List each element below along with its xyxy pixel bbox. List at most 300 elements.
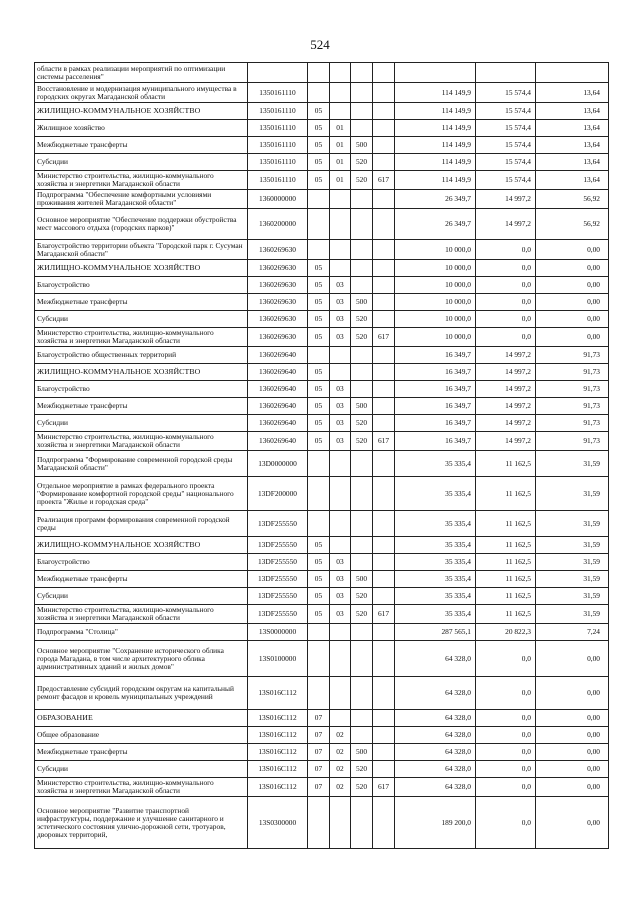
row-percent: 7,24 (536, 624, 609, 641)
row-subsection: 02 (330, 778, 351, 797)
row-planned: 35 335,4 (395, 554, 476, 571)
row-subsection: 01 (330, 171, 351, 190)
row-ministry-code (373, 154, 395, 171)
row-section: 05 (308, 328, 330, 347)
row-subsection (330, 190, 351, 209)
row-planned: 35 335,4 (395, 605, 476, 624)
row-expense-type: 520 (351, 432, 373, 451)
table-row (35, 277, 609, 294)
row-expense-type: 520 (351, 588, 373, 605)
row-name: Межбюджетные трансферты (35, 744, 248, 761)
row-code: 1360269630 (248, 311, 308, 328)
row-subsection (330, 240, 351, 260)
row-expense-type: 500 (351, 398, 373, 415)
row-ministry-code (373, 83, 395, 103)
row-subsection: 03 (330, 277, 351, 294)
row-planned: 64 328,0 (395, 761, 476, 778)
row-expense-type (351, 190, 373, 209)
row-ministry-code (373, 347, 395, 364)
row-section (308, 677, 330, 710)
row-ministry-code (373, 364, 395, 381)
row-section: 05 (308, 415, 330, 432)
row-name: ОБРАЗОВАНИЕ (35, 710, 248, 727)
row-subsection: 02 (330, 727, 351, 744)
row-subsection (330, 641, 351, 677)
row-section (308, 347, 330, 364)
row-planned: 35 335,4 (395, 451, 476, 477)
table-row (35, 605, 609, 624)
row-name: Субсидии (35, 154, 248, 171)
row-executed: 20 822,3 (476, 624, 536, 641)
row-subsection (330, 797, 351, 849)
row-executed: 0,0 (476, 277, 536, 294)
row-planned: 114 149,9 (395, 83, 476, 103)
row-subsection: 02 (330, 744, 351, 761)
row-name: Благоустройство общественных территорий (35, 347, 248, 364)
row-name: Реализация программ формирования современной городской среды (35, 511, 248, 537)
row-executed: 0,0 (476, 260, 536, 277)
row-percent: 56,92 (536, 209, 609, 240)
row-ministry-code (373, 311, 395, 328)
row-percent: 0,00 (536, 744, 609, 761)
row-ministry-code (373, 761, 395, 778)
row-planned: 64 328,0 (395, 727, 476, 744)
row-name: ЖИЛИЩНО-КОММУНАЛЬНОЕ ХОЗЯЙСТВО (35, 364, 248, 381)
row-section (308, 511, 330, 537)
row-executed: 11 162,5 (476, 537, 536, 554)
row-ministry-code (373, 624, 395, 641)
row-executed: 14 997,2 (476, 398, 536, 415)
row-subsection (330, 677, 351, 710)
row-name: Подпрограмма "Столица" (35, 624, 248, 641)
budget-table (34, 62, 609, 849)
row-code: 1360200000 (248, 209, 308, 240)
row-code: 13DF255550 (248, 588, 308, 605)
row-code: 13DF255550 (248, 511, 308, 537)
row-code: 13D0000000 (248, 451, 308, 477)
row-expense-type: 520 (351, 171, 373, 190)
row-percent: 0,00 (536, 328, 609, 347)
row-name: Субсидии (35, 761, 248, 778)
row-expense-type (351, 364, 373, 381)
table-row (35, 154, 609, 171)
row-planned: 287 565,1 (395, 624, 476, 641)
row-ministry-code (373, 63, 395, 83)
row-section: 05 (308, 311, 330, 328)
row-subsection (330, 624, 351, 641)
row-expense-type (351, 260, 373, 277)
row-section: 07 (308, 761, 330, 778)
table-row (35, 120, 609, 137)
row-name: Субсидии (35, 415, 248, 432)
row-code: 1350161110 (248, 103, 308, 120)
table-row (35, 364, 609, 381)
row-executed: 11 162,5 (476, 554, 536, 571)
table-body (35, 63, 609, 849)
row-name: Межбюджетные трансферты (35, 398, 248, 415)
row-name: Предоставление субсидий городским округам на капитальный ремонт фасадов и кровель муниципальных учреждений (35, 677, 248, 710)
row-ministry-code (373, 744, 395, 761)
row-planned: 64 328,0 (395, 641, 476, 677)
row-executed: 14 997,2 (476, 347, 536, 364)
table-row (35, 240, 609, 260)
row-planned: 10 000,0 (395, 240, 476, 260)
row-expense-type (351, 477, 373, 511)
row-planned: 114 149,9 (395, 154, 476, 171)
row-ministry-code (373, 641, 395, 677)
row-percent: 91,73 (536, 364, 609, 381)
row-ministry-code (373, 381, 395, 398)
row-planned: 114 149,9 (395, 120, 476, 137)
row-executed: 11 162,5 (476, 511, 536, 537)
row-percent: 0,00 (536, 797, 609, 849)
row-code: 13S016C112 (248, 710, 308, 727)
row-planned: 35 335,4 (395, 477, 476, 511)
table-row (35, 727, 609, 744)
row-subsection: 03 (330, 294, 351, 311)
row-code: 1360269630 (248, 277, 308, 294)
row-percent: 0,00 (536, 677, 609, 710)
row-percent: 91,73 (536, 347, 609, 364)
row-expense-type (351, 511, 373, 537)
row-expense-type (351, 83, 373, 103)
row-executed: 15 574,4 (476, 137, 536, 154)
row-expense-type: 500 (351, 571, 373, 588)
row-planned: 114 149,9 (395, 103, 476, 120)
row-name: Благоустройство (35, 277, 248, 294)
table-row (35, 311, 609, 328)
row-ministry-code (373, 103, 395, 120)
table-row (35, 328, 609, 347)
row-executed: 11 162,5 (476, 477, 536, 511)
row-executed: 15 574,4 (476, 120, 536, 137)
row-section: 05 (308, 398, 330, 415)
row-subsection: 03 (330, 605, 351, 624)
row-name: Подпрограмма "Формирование современной городской среды Магаданской области" (35, 451, 248, 477)
table-row (35, 797, 609, 849)
row-ministry-code: 617 (373, 328, 395, 347)
row-executed: 15 574,4 (476, 154, 536, 171)
row-code: 1360269640 (248, 381, 308, 398)
row-percent: 91,73 (536, 415, 609, 432)
row-code: 13S016C112 (248, 761, 308, 778)
row-percent: 31,59 (536, 477, 609, 511)
row-ministry-code (373, 451, 395, 477)
row-planned: 35 335,4 (395, 588, 476, 605)
row-executed: 0,0 (476, 328, 536, 347)
table-row (35, 381, 609, 398)
row-section (308, 797, 330, 849)
row-name: Субсидии (35, 311, 248, 328)
row-expense-type: 500 (351, 294, 373, 311)
row-expense-type: 520 (351, 605, 373, 624)
row-percent: 0,00 (536, 277, 609, 294)
row-executed: 0,0 (476, 294, 536, 311)
row-subsection: 03 (330, 554, 351, 571)
row-executed: 0,0 (476, 677, 536, 710)
row-code: 1360269640 (248, 347, 308, 364)
row-executed: 0,0 (476, 710, 536, 727)
row-section: 05 (308, 120, 330, 137)
row-code: 13DF255550 (248, 571, 308, 588)
row-expense-type: 500 (351, 744, 373, 761)
row-ministry-code (373, 240, 395, 260)
row-code: 1360269630 (248, 294, 308, 311)
row-ministry-code (373, 209, 395, 240)
row-subsection: 03 (330, 571, 351, 588)
row-planned: 16 349,7 (395, 381, 476, 398)
row-code (248, 63, 308, 83)
row-expense-type (351, 209, 373, 240)
row-planned: 10 000,0 (395, 294, 476, 311)
row-ministry-code (373, 260, 395, 277)
row-name: области в рамках реализации мероприятий по оптимизации системы расселения" (35, 63, 248, 83)
row-executed: 0,0 (476, 641, 536, 677)
table-row (35, 624, 609, 641)
row-percent: 91,73 (536, 432, 609, 451)
row-subsection: 02 (330, 761, 351, 778)
table-row (35, 347, 609, 364)
row-percent: 0,00 (536, 240, 609, 260)
row-expense-type (351, 624, 373, 641)
row-executed: 14 997,2 (476, 415, 536, 432)
row-percent: 0,00 (536, 727, 609, 744)
row-name: Восстановление и модернизация муниципального имущества в городских округах Магаданской области (35, 83, 248, 103)
row-section (308, 477, 330, 511)
table-row (35, 260, 609, 277)
row-code: 1360269640 (248, 398, 308, 415)
row-percent: 13,64 (536, 83, 609, 103)
row-planned: 35 335,4 (395, 537, 476, 554)
row-percent: 13,64 (536, 154, 609, 171)
table-row (35, 415, 609, 432)
row-percent: 0,00 (536, 311, 609, 328)
row-ministry-code (373, 554, 395, 571)
row-subsection: 01 (330, 154, 351, 171)
row-name: Министерство строительства, жилищно-коммунального хозяйства и энергетики Магаданской области (35, 328, 248, 347)
row-section: 05 (308, 554, 330, 571)
row-expense-type (351, 710, 373, 727)
row-expense-type: 520 (351, 328, 373, 347)
row-planned: 64 328,0 (395, 710, 476, 727)
row-subsection (330, 710, 351, 727)
row-executed: 15 574,4 (476, 103, 536, 120)
row-ministry-code (373, 537, 395, 554)
row-planned: 35 335,4 (395, 571, 476, 588)
row-expense-type (351, 537, 373, 554)
row-code: 13S016C112 (248, 727, 308, 744)
row-section: 05 (308, 364, 330, 381)
page-number: 524 (310, 37, 330, 52)
row-section: 05 (308, 137, 330, 154)
table-row (35, 294, 609, 311)
row-section: 07 (308, 744, 330, 761)
row-percent: 56,92 (536, 190, 609, 209)
row-name: Министерство строительства, жилищно-коммунального хозяйства и энергетики Магаданской области (35, 432, 248, 451)
row-code: 13S0100000 (248, 641, 308, 677)
row-expense-type: 520 (351, 761, 373, 778)
row-ministry-code (373, 294, 395, 311)
row-ministry-code (373, 727, 395, 744)
row-executed: 14 997,2 (476, 190, 536, 209)
row-subsection: 01 (330, 120, 351, 137)
row-planned: 10 000,0 (395, 311, 476, 328)
row-section: 05 (308, 537, 330, 554)
row-name: ЖИЛИЩНО-КОММУНАЛЬНОЕ ХОЗЯЙСТВО (35, 537, 248, 554)
table-row (35, 477, 609, 511)
row-section (308, 190, 330, 209)
row-code: 13DF255550 (248, 554, 308, 571)
row-section: 07 (308, 778, 330, 797)
row-executed: 11 162,5 (476, 571, 536, 588)
row-ministry-code (373, 477, 395, 511)
row-name: ЖИЛИЩНО-КОММУНАЛЬНОЕ ХОЗЯЙСТВО (35, 260, 248, 277)
row-name: Субсидии (35, 588, 248, 605)
row-planned: 64 328,0 (395, 744, 476, 761)
row-ministry-code: 617 (373, 605, 395, 624)
row-section: 05 (308, 103, 330, 120)
row-ministry-code: 617 (373, 171, 395, 190)
row-expense-type: 500 (351, 137, 373, 154)
row-executed: 15 574,4 (476, 171, 536, 190)
row-section: 07 (308, 727, 330, 744)
row-expense-type: 520 (351, 311, 373, 328)
row-subsection (330, 83, 351, 103)
row-expense-type (351, 641, 373, 677)
row-planned: 189 200,0 (395, 797, 476, 849)
row-percent: 0,00 (536, 260, 609, 277)
row-code: 1360000000 (248, 190, 308, 209)
row-section: 05 (308, 260, 330, 277)
row-ministry-code: 617 (373, 432, 395, 451)
row-ministry-code (373, 415, 395, 432)
row-ministry-code (373, 137, 395, 154)
row-percent: 31,59 (536, 537, 609, 554)
row-ministry-code (373, 588, 395, 605)
row-executed: 14 997,2 (476, 432, 536, 451)
row-planned: 16 349,7 (395, 398, 476, 415)
row-executed: 11 162,5 (476, 451, 536, 477)
row-name: Благоустройство территории объекта "Городской парк г. Сусуман Магаданской области" (35, 240, 248, 260)
row-name: Основное мероприятие "Обеспечение поддержки обустройства мест массового отдыха (городских парков)" (35, 209, 248, 240)
row-planned: 16 349,7 (395, 415, 476, 432)
row-expense-type (351, 451, 373, 477)
row-subsection (330, 477, 351, 511)
row-name: Министерство строительства, жилищно-коммунального хозяйства и энергетики Магаданской области (35, 605, 248, 624)
row-name: Основное мероприятие "Развитие транспортной инфраструктуры, поддержание и улучшение санитарного и эстетического состояния улично-дорожной сети, тротуаров, дворовых территорий, (35, 797, 248, 849)
row-executed: 0,0 (476, 797, 536, 849)
row-section: 05 (308, 571, 330, 588)
row-executed: 11 162,5 (476, 588, 536, 605)
row-expense-type (351, 554, 373, 571)
row-expense-type (351, 677, 373, 710)
row-expense-type: 520 (351, 415, 373, 432)
row-name: ЖИЛИЩНО-КОММУНАЛЬНОЕ ХОЗЯЙСТВО (35, 103, 248, 120)
row-executed: 15 574,4 (476, 83, 536, 103)
row-percent: 13,64 (536, 103, 609, 120)
row-percent: 13,64 (536, 120, 609, 137)
row-subsection (330, 364, 351, 381)
row-expense-type (351, 797, 373, 849)
row-ministry-code (373, 797, 395, 849)
row-executed: 0,0 (476, 761, 536, 778)
row-percent: 0,00 (536, 710, 609, 727)
row-code: 1360269640 (248, 415, 308, 432)
row-planned: 114 149,9 (395, 137, 476, 154)
row-code: 1360269640 (248, 432, 308, 451)
row-planned: 10 000,0 (395, 260, 476, 277)
row-executed: 11 162,5 (476, 605, 536, 624)
table-row (35, 451, 609, 477)
row-expense-type (351, 63, 373, 83)
row-name: Подпрограмма "Обеспечение комфортными условиями проживания жителей Магаданской области" (35, 190, 248, 209)
row-subsection (330, 209, 351, 240)
row-code: 1350161110 (248, 154, 308, 171)
row-percent: 0,00 (536, 294, 609, 311)
row-executed: 0,0 (476, 744, 536, 761)
row-percent: 0,00 (536, 641, 609, 677)
row-section (308, 83, 330, 103)
table-row (35, 103, 609, 120)
row-code: 1350161110 (248, 83, 308, 103)
row-subsection (330, 537, 351, 554)
row-subsection (330, 347, 351, 364)
row-expense-type (351, 277, 373, 294)
table-row (35, 778, 609, 797)
row-name: Благоустройство (35, 381, 248, 398)
row-ministry-code (373, 511, 395, 537)
row-code: 1350161110 (248, 137, 308, 154)
table-row (35, 511, 609, 537)
row-section (308, 209, 330, 240)
row-percent: 0,00 (536, 761, 609, 778)
row-subsection (330, 451, 351, 477)
row-executed: 14 997,2 (476, 209, 536, 240)
row-code: 1360269640 (248, 364, 308, 381)
row-executed: 14 997,2 (476, 364, 536, 381)
row-name: Министерство строительства, жилищно-коммунального хозяйства и энергетики Магаданской области (35, 778, 248, 797)
row-section: 05 (308, 294, 330, 311)
row-percent: 31,59 (536, 571, 609, 588)
row-planned: 10 000,0 (395, 277, 476, 294)
row-code: 13S0300000 (248, 797, 308, 849)
row-section (308, 63, 330, 83)
row-percent: 31,59 (536, 554, 609, 571)
row-ministry-code (373, 190, 395, 209)
row-subsection (330, 511, 351, 537)
row-section: 05 (308, 432, 330, 451)
row-percent: 0,00 (536, 778, 609, 797)
table-row (35, 137, 609, 154)
row-code: 13DF200000 (248, 477, 308, 511)
table-row (35, 537, 609, 554)
row-expense-type (351, 727, 373, 744)
row-subsection: 03 (330, 328, 351, 347)
row-code: 13DF255550 (248, 537, 308, 554)
table-row (35, 761, 609, 778)
row-percent: 31,59 (536, 605, 609, 624)
table-row (35, 63, 609, 83)
row-planned: 16 349,7 (395, 364, 476, 381)
table-row (35, 209, 609, 240)
row-planned: 26 349,7 (395, 190, 476, 209)
row-name: Жилищное хозяйство (35, 120, 248, 137)
row-section: 05 (308, 605, 330, 624)
row-section: 05 (308, 154, 330, 171)
row-planned: 16 349,7 (395, 347, 476, 364)
row-code: 1360269630 (248, 260, 308, 277)
row-subsection: 03 (330, 381, 351, 398)
